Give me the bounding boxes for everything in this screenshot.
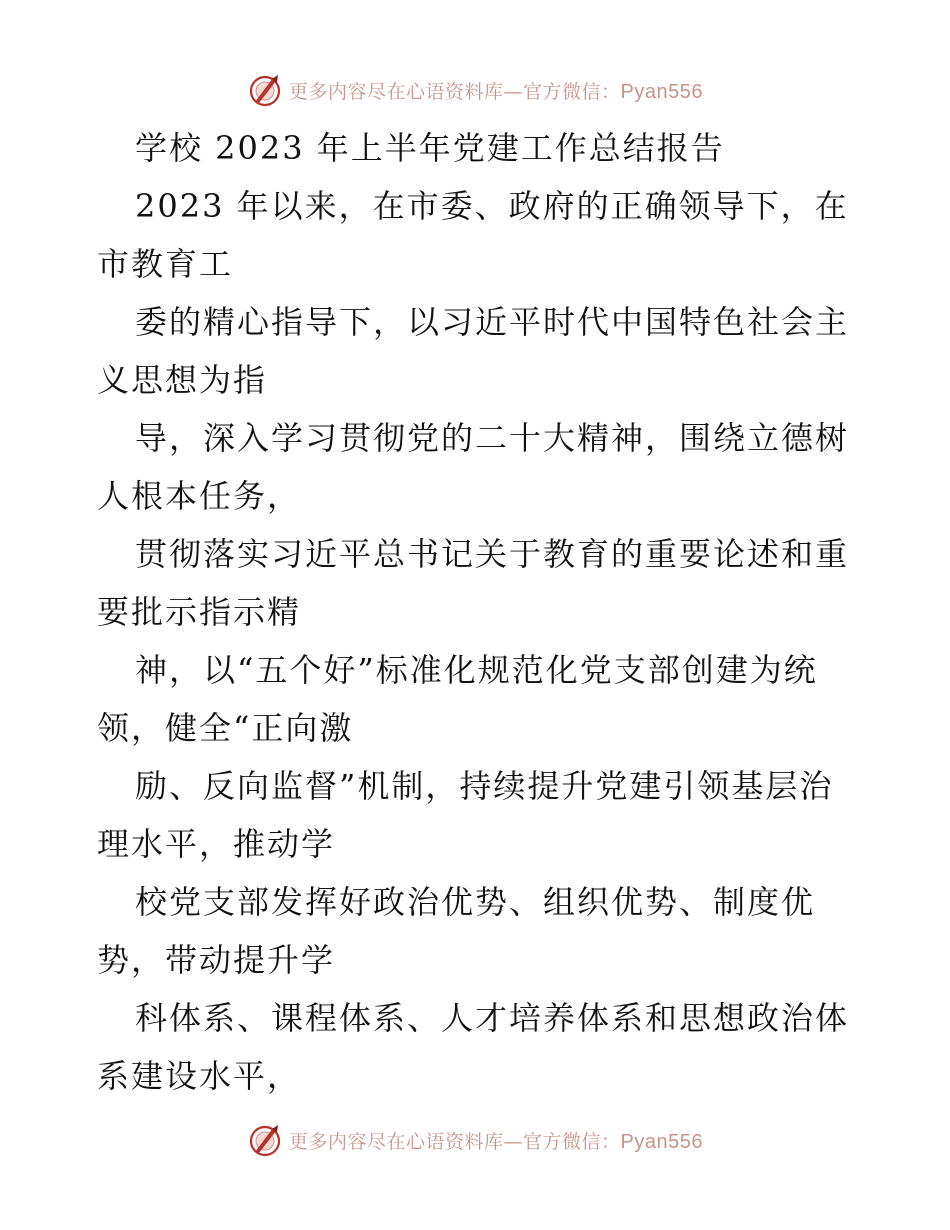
banner-text: 更多内容尽在心语资料库—官方微信：Pyan556 <box>289 1130 703 1153</box>
paragraph-line: 神，以“五个好”标准化规范化党支部创建为统 <box>135 651 818 689</box>
paragraph-line: 委的精心指导下，以习近平时代中国特色社会主 <box>135 303 850 341</box>
paragraph-line: 理水平，推动学 <box>97 825 336 863</box>
footer-banner <box>0 1120 950 1160</box>
paragraph-line: 贯彻落实习近平总书记关于教育的重要论述和重 <box>135 535 850 573</box>
paragraph-line: 系建设水平， <box>97 1057 302 1095</box>
paragraph-line: 市教育工 <box>97 245 234 283</box>
paragraph-line: 科体系、课程体系、人才培养体系和思想政治体 <box>135 999 850 1037</box>
paragraph-line: 校党支部发挥好政治优势、组织优势、制度优 <box>135 883 816 921</box>
paragraph-line: 2023 年以来，在市委、政府的正确领导下，在 <box>135 187 849 225</box>
paragraph-line: 人根本任务， <box>97 477 302 515</box>
quill-logo-icon <box>247 1122 283 1158</box>
header-banner <box>0 70 950 110</box>
wechat-id: Pyan556 <box>620 1130 703 1153</box>
quill-logo-icon <box>247 72 283 108</box>
paragraph-line: 励、反向监督”机制，持续提升党建引领基层治 <box>135 767 834 805</box>
paragraph-line: 势，带动提升学 <box>97 941 336 979</box>
paragraph-line: 领，健全“正向激 <box>97 709 354 747</box>
paragraph-line: 要批示指示精 <box>97 593 302 631</box>
banner-text: 更多内容尽在心语资料库—官方微信：Pyan556 <box>289 80 703 103</box>
wechat-id: Pyan556 <box>620 80 703 103</box>
document-title: 学校 2023 年上半年党建工作总结报告 <box>135 129 725 167</box>
paragraph-line: 义思想为指 <box>97 361 268 399</box>
paragraph-line: 导，深入学习贯彻党的二十大精神，围绕立德树 <box>135 419 850 457</box>
